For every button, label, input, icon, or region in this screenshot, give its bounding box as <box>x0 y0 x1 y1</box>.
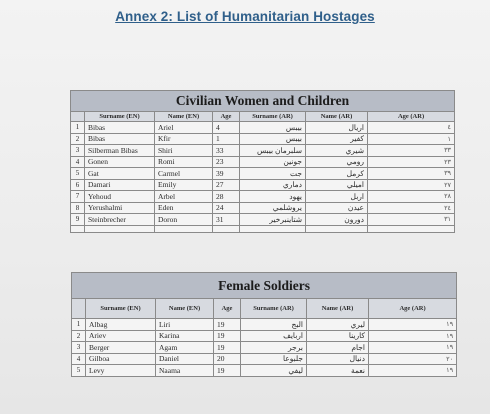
table-cell: جونين <box>240 156 306 168</box>
civilian-table-title: Civilian Women and Children <box>71 91 455 112</box>
table-cell: ٣١ <box>368 214 455 226</box>
table-row <box>71 145 455 157</box>
table-cell: شتاينبرخير <box>240 214 306 226</box>
table-cell: 6 <box>71 179 85 191</box>
table-cell: 1 <box>213 133 240 145</box>
table-cell: ٢٣ <box>368 156 455 168</box>
table-cell: ليري <box>307 319 369 331</box>
table-cell: ٢٨ <box>368 191 455 203</box>
civilian-women-children-table <box>70 90 455 233</box>
column-header: Name (EN) <box>155 112 213 122</box>
table-cell: 31 <box>213 214 240 226</box>
table-cell: البج <box>241 319 307 331</box>
table-cell: Ariev <box>86 330 156 342</box>
table-cell: Kfir <box>155 133 213 145</box>
header-row <box>71 112 455 122</box>
table-cell: كارينا <box>307 330 369 342</box>
table-cell: ٣٣ <box>368 145 455 157</box>
table-cell: ٣٩ <box>368 168 455 180</box>
table-cell: Ariel <box>155 122 213 134</box>
table-cell: Liri <box>156 319 214 331</box>
table-cell: ١٩ <box>369 330 457 342</box>
table-cell: بيبس <box>240 122 306 134</box>
table-cell: رومي <box>306 156 368 168</box>
table-cell: اريال <box>306 122 368 134</box>
table-cell: 24 <box>213 202 240 214</box>
table-cell: 27 <box>213 179 240 191</box>
table-cell: Agam <box>156 342 214 354</box>
table-cell: Karina <box>156 330 214 342</box>
empty-cell <box>240 225 306 232</box>
table-row <box>71 156 455 168</box>
column-header: Age <box>213 112 240 122</box>
table-row <box>72 330 457 342</box>
column-header <box>72 299 86 319</box>
table-cell: 5 <box>72 365 86 377</box>
table-cell: عيدن <box>306 202 368 214</box>
table-cell: Yehoud <box>85 191 155 203</box>
table-cell: Gat <box>85 168 155 180</box>
table-cell: نعمة <box>307 365 369 377</box>
table-cell: Gonen <box>85 156 155 168</box>
empty-cell <box>306 225 368 232</box>
table-cell: 3 <box>71 145 85 157</box>
table-row <box>71 179 455 191</box>
table-title-row <box>72 273 457 299</box>
table-cell: 19 <box>214 319 241 331</box>
table-cell: Emily <box>155 179 213 191</box>
soldiers-table-body <box>72 273 457 377</box>
empty-cell <box>155 225 213 232</box>
table-cell: اربل <box>306 191 368 203</box>
table-cell: 3 <box>72 342 86 354</box>
table-cell: ليفي <box>241 365 307 377</box>
table-cell: Naama <box>156 365 214 377</box>
table-cell: 1 <box>72 319 86 331</box>
table-cell: دماري <box>240 179 306 191</box>
column-header: Name (EN) <box>156 299 214 319</box>
column-header: Name (AR) <box>307 299 369 319</box>
table-cell: 19 <box>214 365 241 377</box>
table-cell: جت <box>240 168 306 180</box>
column-header: Surname (AR) <box>241 299 307 319</box>
table-row <box>72 342 457 354</box>
table-row <box>71 168 455 180</box>
column-header: Name (AR) <box>306 112 368 122</box>
table-cell: بيبس <box>240 133 306 145</box>
column-header: Age <box>214 299 241 319</box>
table-cell: شيري <box>306 145 368 157</box>
table-cell: Shiri <box>155 145 213 157</box>
table-cell: 9 <box>71 214 85 226</box>
table-cell: 1 <box>71 122 85 134</box>
table-cell: 23 <box>213 156 240 168</box>
table-cell: 5 <box>71 168 85 180</box>
table-cell: Bibas <box>85 122 155 134</box>
table-cell: دورون <box>306 214 368 226</box>
table-cell: دنيال <box>307 353 369 365</box>
table-row <box>71 122 455 134</box>
table-cell: كفير <box>306 133 368 145</box>
table-cell: Daniel <box>156 353 214 365</box>
table-cell: Gilboa <box>86 353 156 365</box>
table-cell: ٢٧ <box>368 179 455 191</box>
table-cell: ١٩ <box>369 342 457 354</box>
table-cell: 20 <box>214 353 241 365</box>
column-header: Age (AR) <box>368 112 455 122</box>
table-cell: Steinbrecher <box>85 214 155 226</box>
table-cell: Arbel <box>155 191 213 203</box>
header-row <box>72 299 457 319</box>
empty-cell <box>213 225 240 232</box>
table-cell: كرمل <box>306 168 368 180</box>
table-row <box>71 202 455 214</box>
table-cell: سلبرمان بيبس <box>240 145 306 157</box>
table-cell: ١٩ <box>369 319 457 331</box>
table-row <box>72 365 457 377</box>
column-header: Surname (EN) <box>86 299 156 319</box>
table-cell: 4 <box>72 353 86 365</box>
table-cell: Silberman Bibas <box>85 145 155 157</box>
table-cell: ٤ <box>368 122 455 134</box>
table-cell: يهود <box>240 191 306 203</box>
table-cell: يروشلمي <box>240 202 306 214</box>
table-cell: 4 <box>213 122 240 134</box>
female-soldiers-table <box>71 272 457 377</box>
table-row <box>72 319 457 331</box>
table-cell: Damari <box>85 179 155 191</box>
table-cell: ٢٠ <box>369 353 457 365</box>
table-row <box>71 133 455 145</box>
table-cell: 7 <box>71 191 85 203</box>
empty-cell <box>85 225 155 232</box>
empty-cell <box>71 225 85 232</box>
table-cell: ٢٤ <box>368 202 455 214</box>
table-cell: 2 <box>71 133 85 145</box>
table-cell: 19 <box>214 330 241 342</box>
table-cell: ١ <box>368 133 455 145</box>
table-row <box>72 353 457 365</box>
table-cell: Carmel <box>155 168 213 180</box>
table-cell: Doron <box>155 214 213 226</box>
table-cell: Albag <box>86 319 156 331</box>
table-cell: 39 <box>213 168 240 180</box>
table-cell: Berger <box>86 342 156 354</box>
column-header <box>71 112 85 122</box>
table-cell: Bibas <box>85 133 155 145</box>
column-header: Surname (AR) <box>240 112 306 122</box>
annex-title: Annex 2: List of Humanitarian Hostages <box>115 9 375 24</box>
table-cell: جلبوعا <box>241 353 307 365</box>
table-cell: 2 <box>72 330 86 342</box>
table-cell: 33 <box>213 145 240 157</box>
table-cell: اميلي <box>306 179 368 191</box>
table-row <box>71 191 455 203</box>
table-cell: Romi <box>155 156 213 168</box>
civilian-table-body <box>71 91 455 233</box>
empty-cell <box>368 225 455 232</box>
table-cell: Yerushalmi <box>85 202 155 214</box>
table-cell: اربايف <box>241 330 307 342</box>
column-header: Surname (EN) <box>85 112 155 122</box>
table-cell: برجر <box>241 342 307 354</box>
soldiers-table-title: Female Soldiers <box>72 273 457 299</box>
column-header: Age (AR) <box>369 299 457 319</box>
table-cell: اجام <box>307 342 369 354</box>
table-cell: 28 <box>213 191 240 203</box>
table-title-row <box>71 91 455 112</box>
table-cell: 4 <box>71 156 85 168</box>
table-cell: Levy <box>86 365 156 377</box>
table-row <box>71 214 455 226</box>
table-cell: 19 <box>214 342 241 354</box>
table-cell: ١٩ <box>369 365 457 377</box>
table-cell: 8 <box>71 202 85 214</box>
table-spacer-row <box>71 225 455 232</box>
table-cell: Eden <box>155 202 213 214</box>
